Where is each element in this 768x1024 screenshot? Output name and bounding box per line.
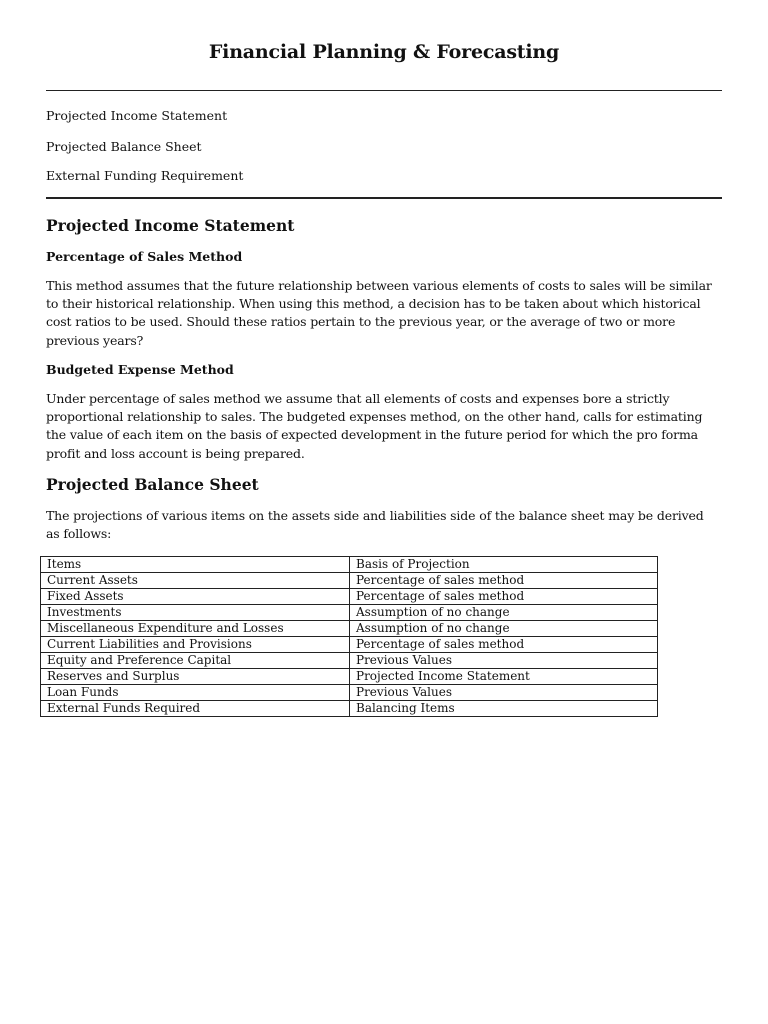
table-row (41, 589, 658, 605)
table-cell-item: Current Assets (41, 573, 350, 589)
text-line: proportional relationship to sales. The budgeted expenses method, on the other hand, calls for estimating (46, 409, 703, 425)
table-cell-basis: Projected Income Statement (350, 669, 658, 685)
table-row (41, 637, 658, 653)
table-cell-item: Current Liabilities and Provisions (41, 637, 350, 653)
table-cell-item: Equity and Preference Capital (41, 653, 350, 669)
table-cell-basis: Percentage of sales method (350, 589, 658, 605)
table-row (41, 621, 658, 637)
table-cell-basis: Assumption of no change (350, 605, 658, 621)
table-cell-basis: Balancing Items (350, 701, 658, 717)
text-line: as follows: (46, 526, 112, 542)
toc-item-income-statement: Projected Income Statement (46, 108, 228, 123)
projection-table (40, 556, 658, 717)
table-header-row (41, 557, 658, 573)
text-line: cost ratios to be used. Should these ratios pertain to the previous year, or the average of two or more (46, 314, 676, 330)
subheading-percentage-of-sales: Percentage of Sales Method (46, 249, 243, 264)
text-line: the value of each item on the basis of expected development in the future period for which the pro forma (46, 427, 698, 443)
subheading-budgeted-expense: Budgeted Expense Method (46, 362, 234, 377)
table-header-cell: Items (41, 557, 350, 573)
table-row (41, 669, 658, 685)
paragraph-balance-sheet (46, 507, 726, 543)
table-cell-item: Fixed Assets (41, 589, 350, 605)
table-row (41, 653, 658, 669)
table-cell-item: External Funds Required (41, 701, 350, 717)
table-row (41, 685, 658, 701)
section-heading-balance-sheet: Projected Balance Sheet (46, 475, 259, 494)
top-divider (46, 90, 722, 91)
table-cell-item: Miscellaneous Expenditure and Losses (41, 621, 350, 637)
table-cell-basis: Percentage of sales method (350, 573, 658, 589)
table-row (41, 605, 658, 621)
table-cell-item: Investments (41, 605, 350, 621)
paragraph-percentage-of-sales (46, 277, 726, 350)
toc-divider (46, 197, 722, 199)
text-line: The projections of various items on the assets side and liabilities side of the balance sheet may be derived (46, 508, 704, 523)
toc-item-balance-sheet: Projected Balance Sheet (46, 139, 202, 154)
text-line: This method assumes that the future relationship between various elements of costs to sales will be similar (46, 278, 712, 293)
text-line: profit and loss account is being prepared. (46, 445, 305, 461)
text-line: Under percentage of sales method we assume that all elements of costs and expenses bore a strictly (46, 391, 670, 406)
text-line: to their historical relationship. When using this method, a decision has to be taken about which historical (46, 296, 701, 312)
table-header-cell: Basis of Projection (350, 557, 658, 573)
table-cell-basis: Assumption of no change (350, 621, 658, 637)
table-cell-item: Loan Funds (41, 685, 350, 701)
paragraph-budgeted-expense (46, 390, 726, 463)
table-row (41, 573, 658, 589)
page-title: Financial Planning & Forecasting (208, 41, 560, 63)
table-cell-basis: Percentage of sales method (350, 637, 658, 653)
toc-item-external-funding: External Funding Requirement (46, 168, 244, 183)
table-cell-item: Reserves and Surplus (41, 669, 350, 685)
table-row (41, 701, 658, 717)
section-heading-income-statement: Projected Income Statement (46, 216, 295, 235)
text-line: previous years? (46, 332, 144, 348)
table-cell-basis: Previous Values (350, 685, 658, 701)
table-cell-basis: Previous Values (350, 653, 658, 669)
